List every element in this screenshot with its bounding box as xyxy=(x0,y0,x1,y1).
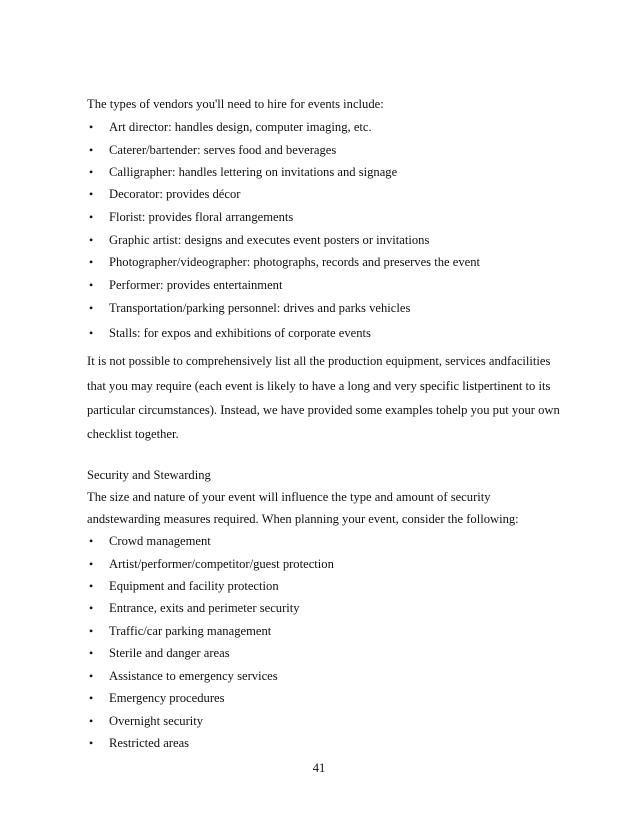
list-item: Overnight security xyxy=(109,714,204,728)
bullet: • xyxy=(89,714,94,728)
bullet: • xyxy=(89,143,94,157)
bullet: • xyxy=(89,669,94,683)
list-item: Entrance, exits and perimeter security xyxy=(109,601,300,615)
list-item: Artist/performer/competitor/guest protection xyxy=(109,557,334,571)
page-number: 41 xyxy=(312,761,326,775)
list-item: Stalls: for expos and exhibitions of corporate events xyxy=(109,326,371,340)
list-item: Caterer/bartender: serves food and beverages xyxy=(109,143,337,157)
vendors-intro: The types of vendors you'll need to hire for events include: xyxy=(87,97,384,111)
bullet: • xyxy=(89,187,94,201)
bullet: • xyxy=(89,233,94,247)
paragraph-line: checklist together. xyxy=(87,427,179,441)
paragraph-line: that you may require (each event is likely to have a long and very specific listpertinent to its xyxy=(87,379,551,393)
bullet: • xyxy=(89,255,94,269)
bullet: • xyxy=(89,736,94,750)
bullet: • xyxy=(89,210,94,224)
list-item: Restricted areas xyxy=(109,736,190,750)
list-item: Traffic/car parking management xyxy=(109,624,272,638)
bullet: • xyxy=(89,301,94,315)
security-heading: Security and Stewarding xyxy=(87,468,211,482)
bullet: • xyxy=(89,691,94,705)
bullet: • xyxy=(89,165,94,179)
bullet: • xyxy=(89,534,94,548)
bullet: • xyxy=(89,120,94,134)
list-item: Art director: handles design, computer imaging, etc. xyxy=(109,120,372,134)
bullet: • xyxy=(89,278,94,292)
list-item: Sterile and danger areas xyxy=(109,646,230,660)
list-item: Florist: provides floral arrangements xyxy=(109,210,294,224)
list-item: Decorator: provides décor xyxy=(109,187,241,201)
list-item: Graphic artist: designs and executes event posters or invitations xyxy=(109,233,430,247)
list-item: Photographer/videographer: photographs, records and preserves the event xyxy=(109,255,481,269)
bullet: • xyxy=(89,601,94,615)
list-item: Crowd management xyxy=(109,534,211,548)
list-item: Transportation/parking personnel: drives and parks vehicles xyxy=(109,301,411,315)
list-item: Emergency procedures xyxy=(109,691,225,705)
bullet: • xyxy=(89,557,94,571)
bullet: • xyxy=(89,646,94,660)
security-intro-line: andstewarding measures required. When planning your event, consider the following: xyxy=(87,512,519,526)
bullet: • xyxy=(89,326,94,340)
paragraph-line: particular circumstances). Instead, we have provided some examples tohelp you put your own xyxy=(87,403,560,417)
bullet: • xyxy=(89,579,94,593)
security-intro-line: The size and nature of your event will influence the type and amount of security xyxy=(87,490,491,504)
bullet: • xyxy=(89,624,94,638)
list-item: Calligrapher: handles lettering on invitations and signage xyxy=(109,165,398,179)
paragraph-line: It is not possible to comprehensively list all the production equipment, services andfacilities xyxy=(87,354,551,368)
list-item: Equipment and facility protection xyxy=(109,579,279,593)
list-item: Assistance to emergency services xyxy=(109,669,278,683)
list-item: Performer: provides entertainment xyxy=(109,278,283,292)
